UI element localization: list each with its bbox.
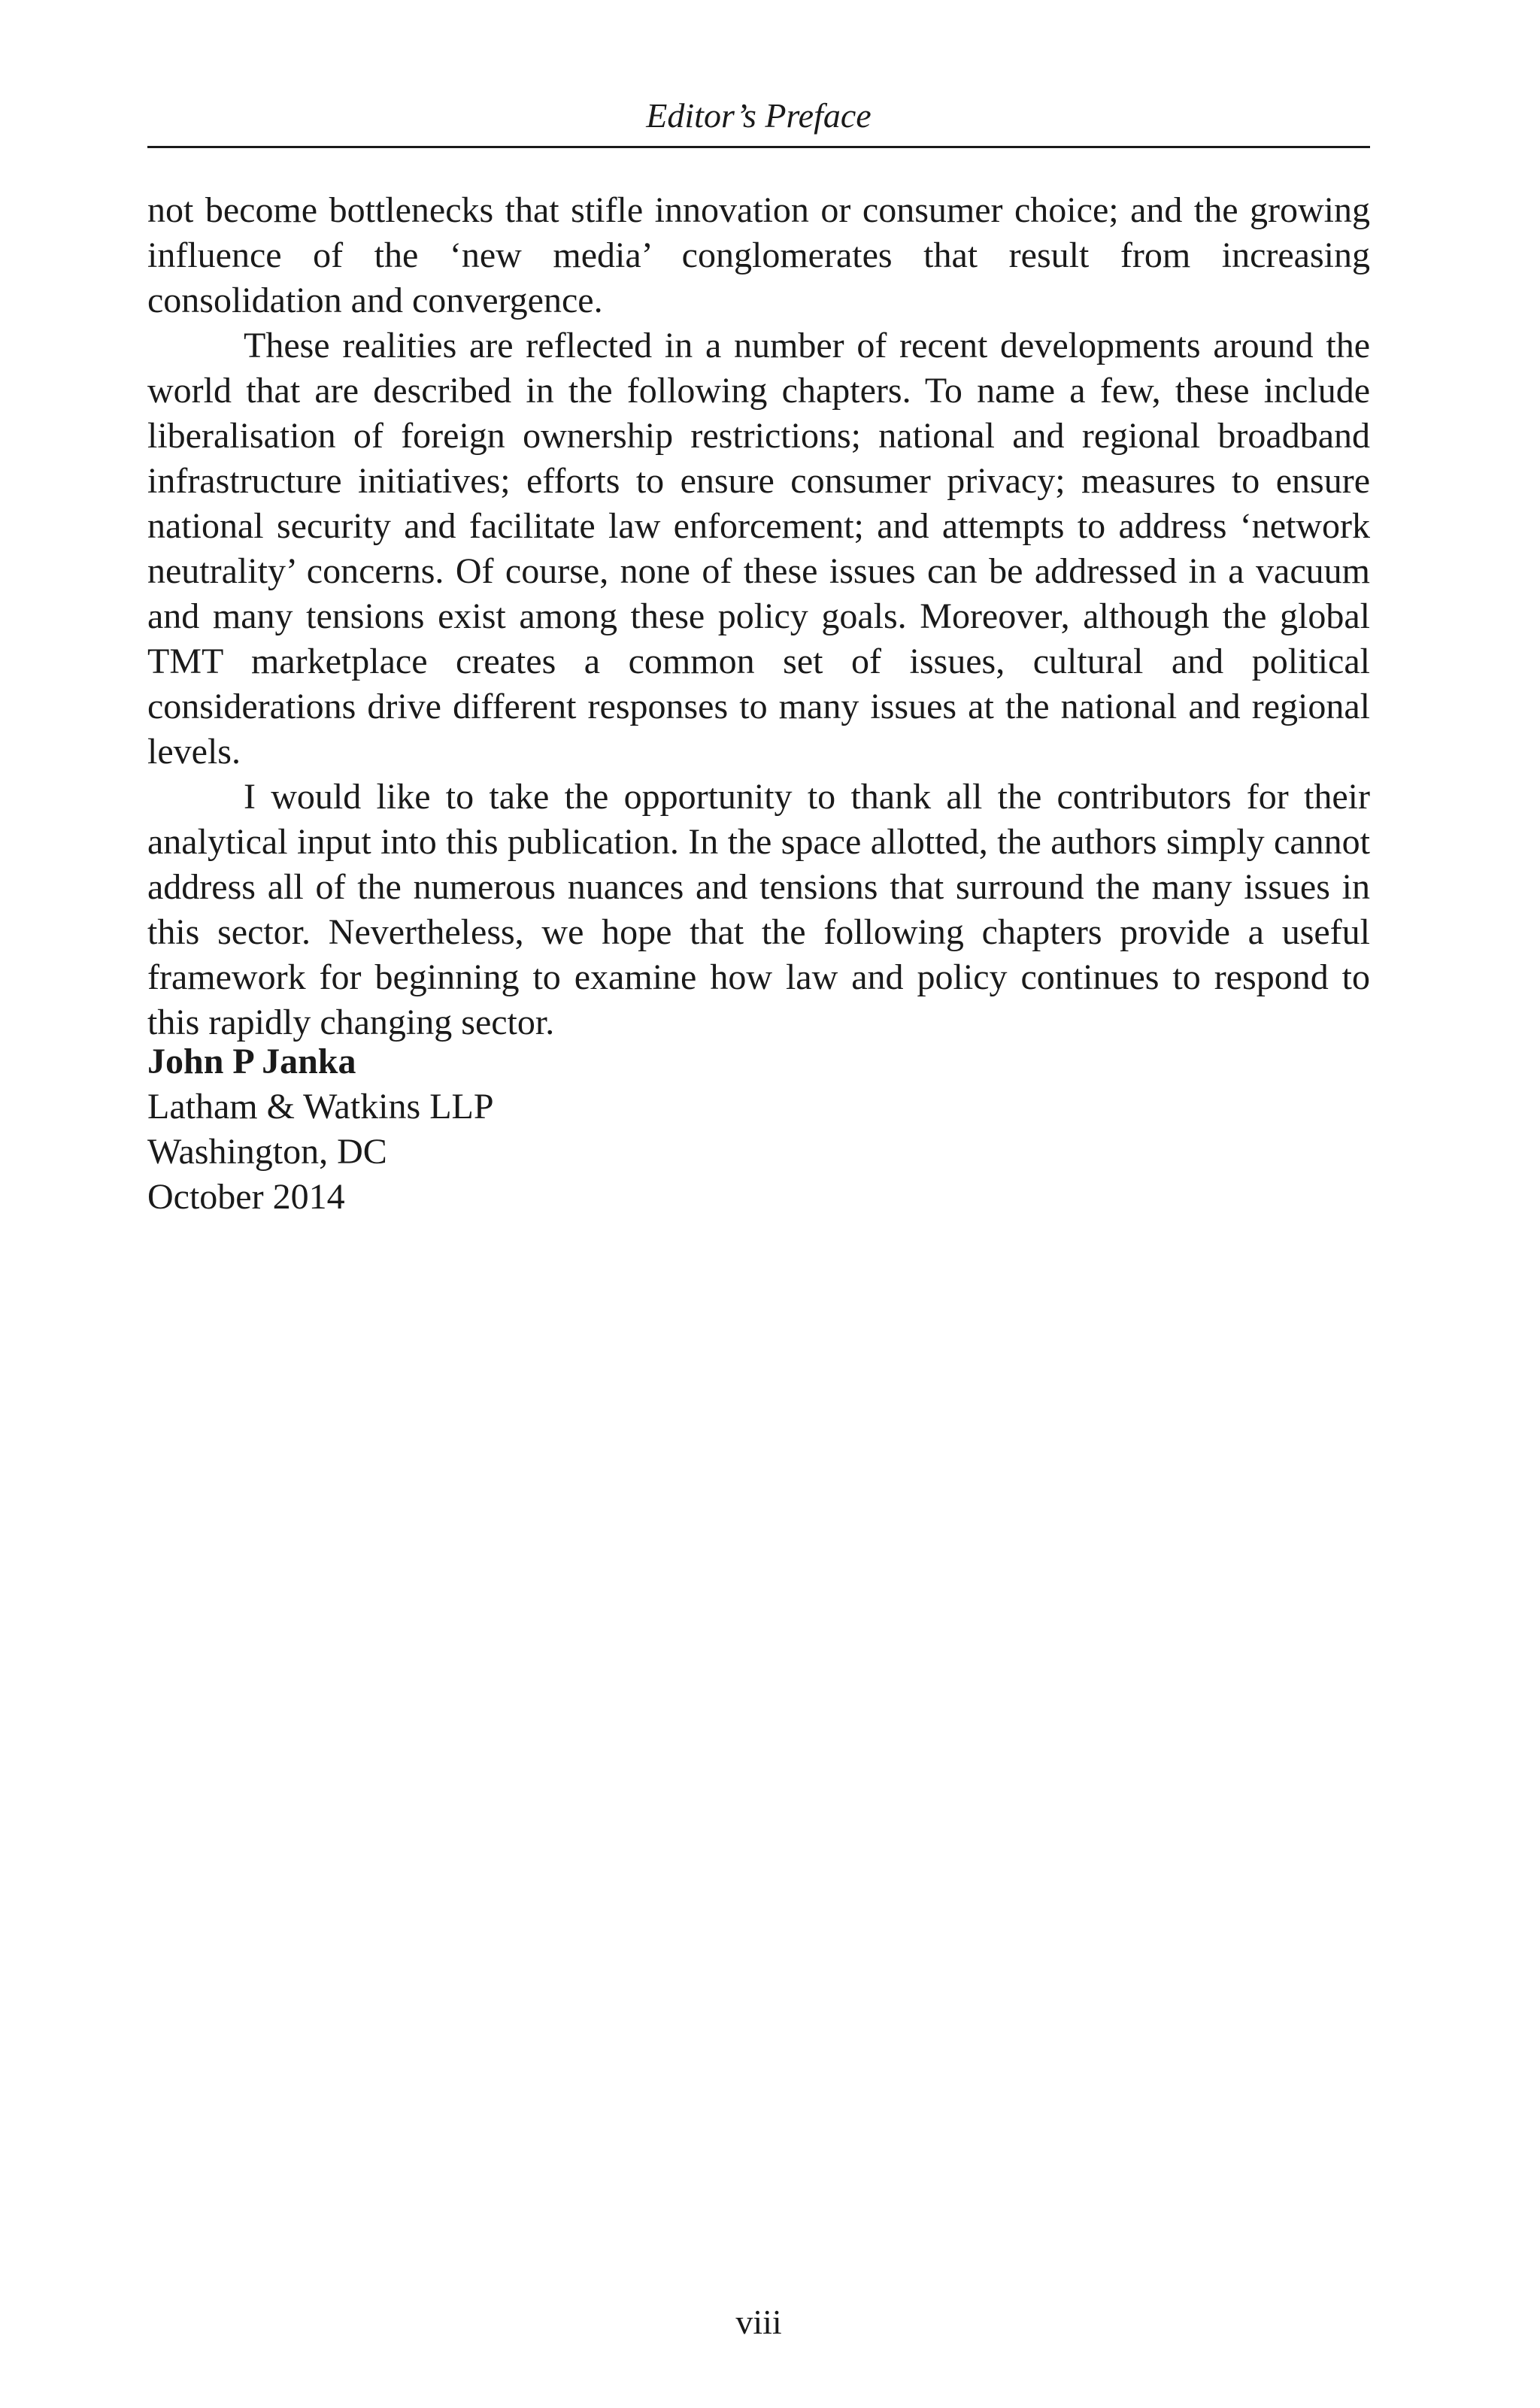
header-rule	[147, 146, 1370, 148]
preface-body	[147, 188, 1370, 1045]
page-number: viii	[735, 2303, 782, 2341]
author-name: John P Janka	[147, 1042, 356, 1081]
paragraph-acknowledgements: I would like to take the opportunity to thank all the contributors for their analytical input into this publication. In the space allotted, the authors simply cannot address all of the numerous nuances and tensions that surround the many issues in this sector. Nevertheless, we hope that the following chapters provide a useful framework for beginning to examine how law and policy continues to respond to this rapidly changing sector.	[147, 777, 1370, 1042]
paragraph-developments: These realities are reflected in a number of recent developments around the world that are described in the following chapters. To name a few, these include liberalisation of foreign ownership restrictions; national and regional broadband infrastructure initiatives; efforts to ensure consumer privacy; measures to ensure national security and facilitate law enforcement; and attempts to address ‘network neutrality’ concerns. Of course, none of these issues can be addressed in a vacuum and many tensions exist among these policy goals. Moreover, although the global TMT marketplace creates a common set of issues, cultural and political considerations drive different responses to many issues at the national and regional levels.	[147, 326, 1370, 772]
signature-date: October 2014	[147, 1177, 345, 1217]
author-location: Washington, DC	[147, 1132, 387, 1172]
running-head: Editor’s Preface	[646, 96, 872, 135]
author-firm: Latham & Watkins LLP	[147, 1087, 494, 1127]
paragraph-continuation: not become bottlenecks that stifle innovation or consumer choice; and the growing influence of the ‘new media’ conglomerates that result from increasing consolidation and convergence.	[147, 190, 1370, 320]
signature-block	[147, 1039, 494, 1220]
